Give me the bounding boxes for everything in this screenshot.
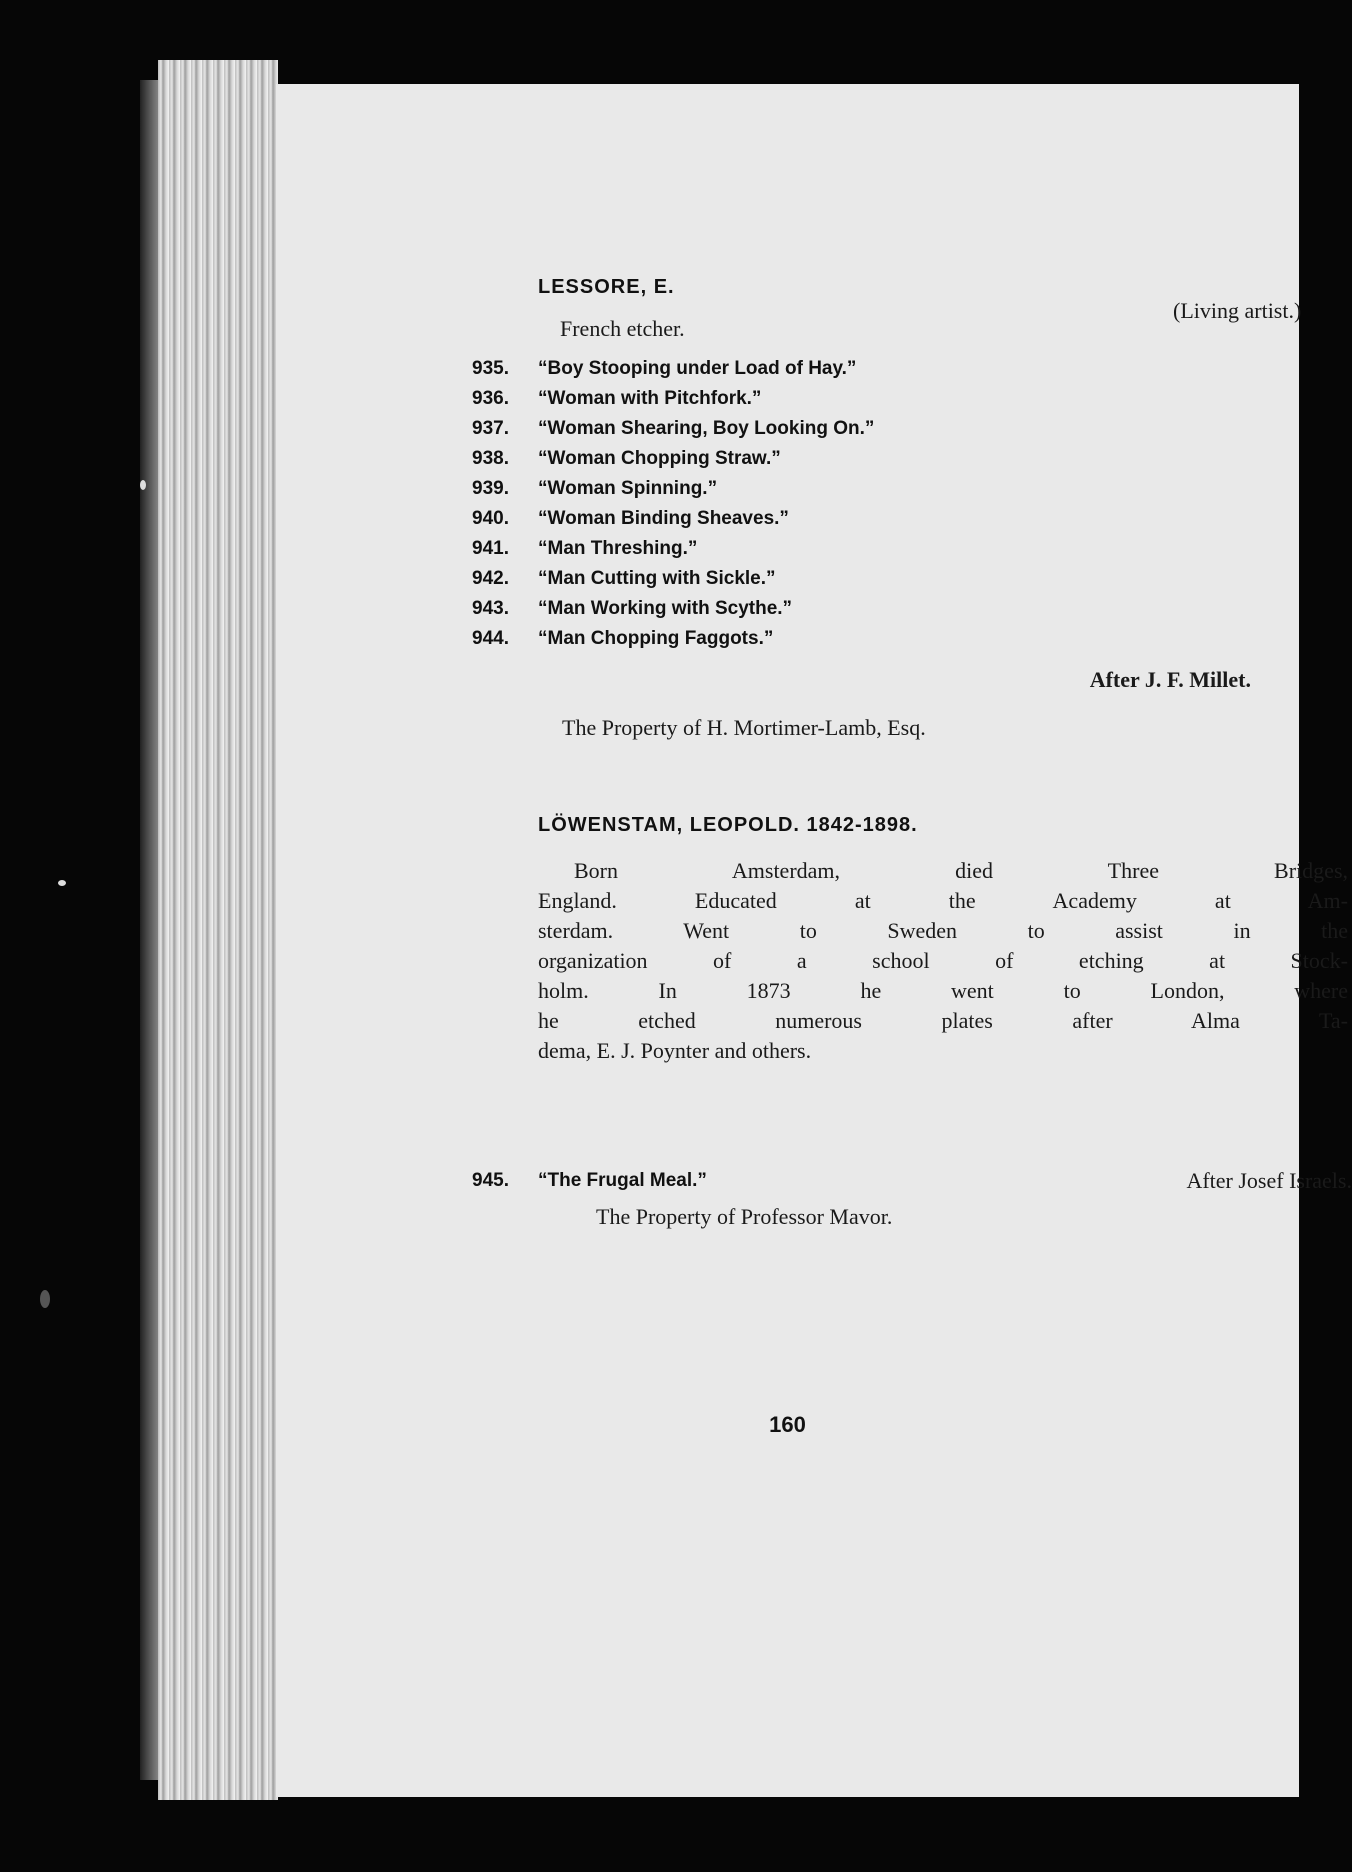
catalogue-entry xyxy=(472,414,874,444)
page-content xyxy=(276,84,1352,1797)
catalogue-entry xyxy=(472,444,874,474)
dust-speck xyxy=(58,880,66,886)
dust-speck xyxy=(140,480,146,490)
catalogue-entries-lessore xyxy=(472,354,874,654)
entry-title: “Woman Shearing, Boy Looking On.” xyxy=(538,418,875,439)
artist-heading-lessore: LESSORE, E. xyxy=(538,276,675,298)
catalogue-entry xyxy=(472,354,874,384)
catalogue-entry xyxy=(472,624,874,654)
entry-number: 944. xyxy=(472,628,509,649)
entry-number: 942. xyxy=(472,568,509,589)
after-attribution: After J. F. Millet. xyxy=(1089,667,1251,692)
entry-title: “Boy Stooping under Load of Hay.” xyxy=(538,358,857,379)
entry-title: “Man Chopping Faggots.” xyxy=(538,628,774,649)
entry-number: 938. xyxy=(472,448,509,469)
entry-number: 936. xyxy=(472,388,509,409)
catalogue-entry xyxy=(472,504,874,534)
artist-nationality: French etcher. xyxy=(560,316,685,341)
entry-title: “Woman with Pitchfork.” xyxy=(538,388,762,409)
page-number: 160 xyxy=(769,1412,806,1437)
entry-number: 937. xyxy=(472,418,509,439)
dust-speck xyxy=(40,1290,50,1308)
entry-title: “Man Cutting with Sickle.” xyxy=(538,568,776,589)
entry-title: “Woman Spinning.” xyxy=(538,478,718,499)
entry-title: “Woman Binding Sheaves.” xyxy=(538,508,789,529)
catalogue-entry xyxy=(472,534,874,564)
page-edges xyxy=(158,60,278,1800)
catalogue-entry xyxy=(472,564,874,594)
after-attribution: After Josef Israels. xyxy=(1186,1168,1352,1193)
entry-number: 940. xyxy=(472,508,509,529)
biography-line: he etched numerous plates after Alma Ta- xyxy=(538,1008,1348,1033)
entry-number: 945. xyxy=(472,1170,509,1191)
book-page xyxy=(276,84,1352,1797)
entry-title: “Man Threshing.” xyxy=(538,538,698,559)
biography-line: sterdam. Went to Sweden to assist in the xyxy=(538,918,1348,943)
biography-line: dema, E. J. Poynter and others. xyxy=(538,1038,812,1063)
biography-line: Born Amsterdam, died Three Bridges, xyxy=(574,858,1348,883)
entry-number: 943. xyxy=(472,598,509,619)
property-credit: The Property of Professor Mavor. xyxy=(596,1204,893,1229)
biography-line: holm. In 1873 he went to London, where xyxy=(538,978,1348,1003)
entry-number: 941. xyxy=(472,538,509,559)
catalogue-entry xyxy=(472,594,874,624)
artist-status: (Living artist.) xyxy=(1173,298,1302,323)
catalogue-entry-945 xyxy=(472,1166,1352,1196)
entry-title: “The Frugal Meal.” xyxy=(538,1170,707,1191)
artist-heading-lowenstam: LÖWENSTAM, LEOPOLD. 1842-1898. xyxy=(538,814,918,836)
entry-number: 939. xyxy=(472,478,509,499)
artist-biography xyxy=(538,856,1348,1066)
biography-line: England. Educated at the Academy at Am- xyxy=(538,888,1348,913)
entry-title: “Woman Chopping Straw.” xyxy=(538,448,781,469)
property-credit: The Property of H. Mortimer-Lamb, Esq. xyxy=(562,715,926,740)
biography-line: organization of a school of etching at Stock- xyxy=(538,948,1348,973)
catalogue-entry xyxy=(472,384,874,414)
entry-number: 935. xyxy=(472,358,509,379)
entry-title: “Man Working with Scythe.” xyxy=(538,598,793,619)
catalogue-entry xyxy=(472,474,874,504)
